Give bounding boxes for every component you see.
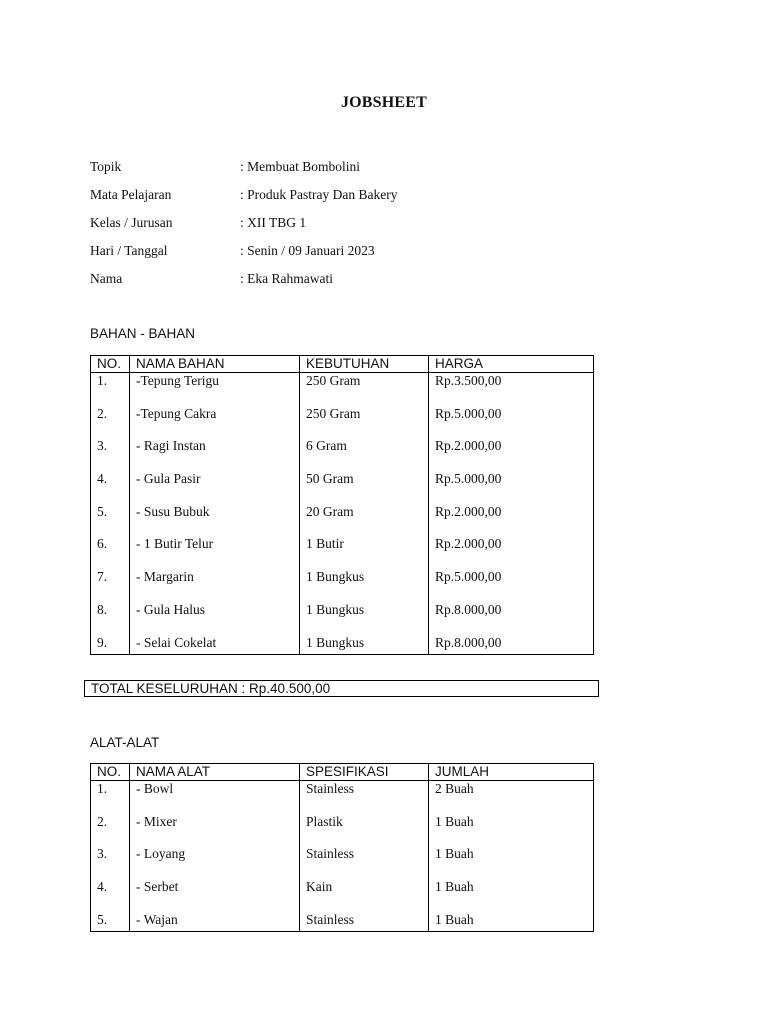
cell-value: Rp.2.000,00 [429, 438, 594, 471]
cell-name: - Susu Bubuk [130, 504, 300, 537]
cell-no: 2. [91, 406, 130, 439]
column-header: NO. [91, 356, 130, 373]
total-box: TOTAL KESELURUHAN : Rp.40.500,00 [84, 680, 599, 697]
cell-name: - Loyang [130, 846, 300, 879]
cell-value: Rp.5.000,00 [429, 406, 594, 439]
cell-amount: 250 Gram [300, 373, 429, 406]
cell-value: 1 Buah [429, 846, 594, 879]
cell-no: 9. [91, 635, 130, 655]
bahan-table-body [91, 373, 594, 655]
info-label: Nama [90, 271, 123, 286]
cell-value: 1 Buah [429, 814, 594, 847]
column-header: JUMLAH [429, 764, 594, 781]
cell-value: Rp.8.000,00 [429, 602, 594, 635]
cell-value: Rp.8.000,00 [429, 635, 594, 655]
bahan-table [90, 355, 594, 655]
cell-amount: Stainless [300, 846, 429, 879]
cell-amount: 6 Gram [300, 438, 429, 471]
cell-no: 5. [91, 504, 130, 537]
cell-no: 6. [91, 536, 130, 569]
table-row [91, 569, 594, 602]
cell-name: - Bowl [130, 781, 300, 814]
table-row [91, 912, 594, 932]
table-row [91, 406, 594, 439]
table-row [91, 373, 594, 406]
info-label: Kelas / Jurusan [90, 215, 173, 230]
column-header: KEBUTUHAN [300, 356, 429, 373]
column-header: HARGA [429, 356, 594, 373]
column-header: NAMA BAHAN [130, 356, 300, 373]
table-row [91, 814, 594, 847]
table-row [91, 471, 594, 504]
cell-name: - 1 Butir Telur [130, 536, 300, 569]
cell-no: 3. [91, 846, 130, 879]
table-row [91, 536, 594, 569]
cell-amount: 1 Bungkus [300, 569, 429, 602]
info-value: : Eka Rahmawati [240, 271, 333, 286]
cell-name: -Tepung Terigu [130, 373, 300, 406]
cell-value: 1 Buah [429, 879, 594, 912]
cell-amount: 20 Gram [300, 504, 429, 537]
cell-no: 3. [91, 438, 130, 471]
cell-value: Rp.5.000,00 [429, 471, 594, 504]
info-label: Hari / Tanggal [90, 243, 168, 258]
table-row [91, 438, 594, 471]
info-value: : Membuat Bombolini [240, 159, 360, 174]
cell-amount: 1 Bungkus [300, 635, 429, 655]
alat-table-body [91, 781, 594, 932]
info-label: Topik [90, 159, 122, 174]
cell-amount: 250 Gram [300, 406, 429, 439]
cell-name: - Mixer [130, 814, 300, 847]
cell-amount: 50 Gram [300, 471, 429, 504]
cell-name: - Gula Pasir [130, 471, 300, 504]
alat-table [90, 763, 594, 932]
cell-value: Rp.2.000,00 [429, 536, 594, 569]
table-row [91, 879, 594, 912]
info-value: : XII TBG 1 [240, 215, 307, 230]
cell-name: - Margarin [130, 569, 300, 602]
info-value: : Senin / 09 Januari 2023 [240, 243, 375, 258]
cell-no: 4. [91, 471, 130, 504]
column-header: SPESIFIKASI [300, 764, 429, 781]
page-title: JOBSHEET [340, 94, 428, 111]
table-row [91, 504, 594, 537]
cell-amount: 1 Butir [300, 536, 429, 569]
cell-name: -Tepung Cakra [130, 406, 300, 439]
cell-name: - Ragi Instan [130, 438, 300, 471]
cell-value: Rp.2.000,00 [429, 504, 594, 537]
cell-amount: Plastik [300, 814, 429, 847]
table-row [91, 846, 594, 879]
cell-no: 4. [91, 879, 130, 912]
column-header: NAMA ALAT [130, 764, 300, 781]
column-header: NO. [91, 764, 130, 781]
cell-no: 8. [91, 602, 130, 635]
cell-no: 7. [91, 569, 130, 602]
info-label: Mata Pelajaran [90, 187, 172, 202]
table-row [91, 635, 594, 655]
table-header-row [91, 356, 594, 373]
alat-section-title: ALAT-ALAT [90, 735, 160, 750]
cell-value: 2 Buah [429, 781, 594, 814]
info-value: : Produk Pastray Dan Bakery [240, 187, 398, 202]
cell-amount: Stainless [300, 781, 429, 814]
table-header-row [91, 764, 594, 781]
cell-no: 2. [91, 814, 130, 847]
cell-amount: 1 Bungkus [300, 602, 429, 635]
cell-name: - Wajan [130, 912, 300, 932]
cell-no: 1. [91, 373, 130, 406]
table-row [91, 602, 594, 635]
table-row [91, 781, 594, 814]
cell-value: Rp.5.000,00 [429, 569, 594, 602]
cell-no: 5. [91, 912, 130, 932]
cell-name: - Gula Halus [130, 602, 300, 635]
cell-amount: Stainless [300, 912, 429, 932]
cell-no: 1. [91, 781, 130, 814]
bahan-section-title: BAHAN - BAHAN [90, 326, 196, 341]
cell-value: Rp.3.500,00 [429, 373, 594, 406]
cell-name: - Selai Cokelat [130, 635, 300, 655]
cell-amount: Kain [300, 879, 429, 912]
cell-name: - Serbet [130, 879, 300, 912]
cell-value: 1 Buah [429, 912, 594, 932]
